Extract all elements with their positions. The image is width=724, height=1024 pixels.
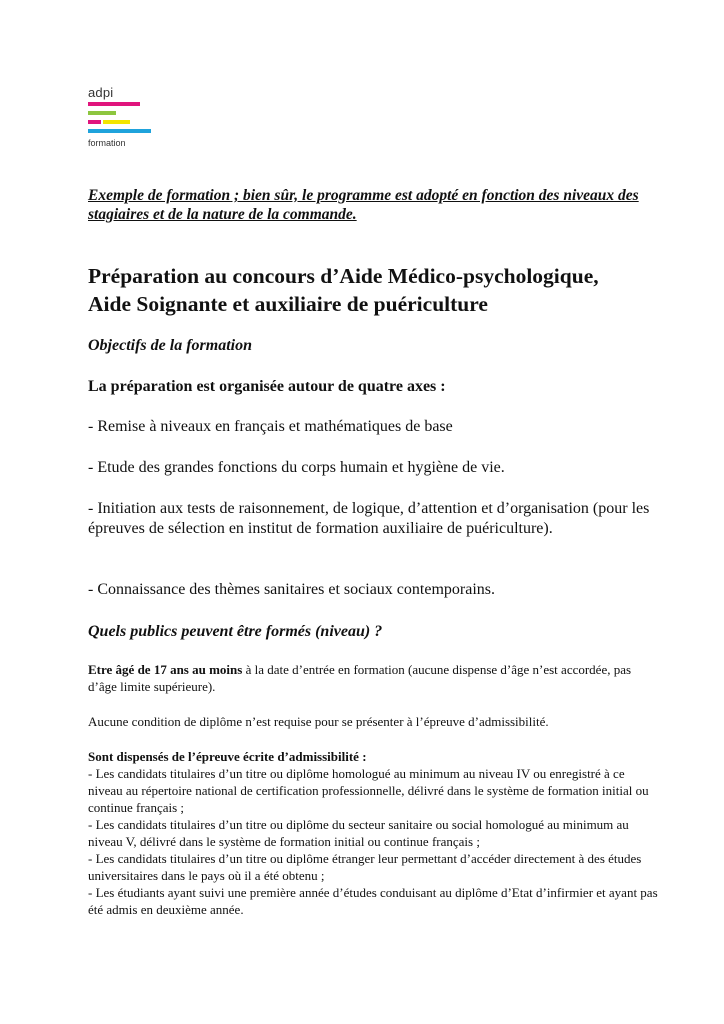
logo-bottom-word: formation [88, 138, 126, 148]
exemption-item: - Les candidats titulaires d’un titre ou diplôme homologué au minimum au niveau IV ou enregistré à ce niveau au répertoire national de certification professionnelle, délivré dans le système de formation initial ou continue français ; [88, 766, 649, 815]
axis-item: - Connaissance des thèmes sanitaires et sociaux contemporains. [88, 581, 495, 598]
exemption-item: - Les étudiants ayant suivi une première année d’études conduisant au diplôme d’Etat d’infirmier et ayant pas été admis en deuxième année. [88, 885, 658, 917]
exemption-item: - Les candidats titulaires d’un titre ou diplôme du secteur sanitaire ou social homologué au minimum au niveau V, délivré dans le système de formation initial ou continue français ; [88, 817, 629, 849]
axis-item: - Initiation aux tests de raisonnement, de logique, d’attention et d’organisation (pour les épreuves de sélection en institut de formation auxiliaire de puériculture). [88, 500, 650, 537]
axis-item: - Etude des grandes fonctions du corps humain et hygiène de vie. [88, 459, 505, 476]
logo-bar-blue [88, 129, 151, 133]
intro-separator: ; [230, 187, 243, 204]
age-requirement-rest: à la date d’entrée en formation (aucune dispense d’âge n’est accordée, pas d’âge limite supérieure). [88, 662, 632, 694]
age-requirement [88, 661, 658, 695]
axis-item: - Remise à niveaux en français et mathématiques de base [88, 418, 453, 435]
logo-bar-yellow [103, 120, 130, 124]
diploma-condition: Aucune condition de diplôme n’est requise pour se présenter à l’épreuve d’admissibilité. [88, 714, 549, 729]
logo-bar-magenta-short [88, 120, 101, 124]
exemption-item: - Les candidats titulaires d’un titre ou diplôme étranger leur permettant d’accéder directement à des études universitaires dans le pays où il a été obtenu ; [88, 851, 642, 883]
logo-top-word: adpi [88, 85, 114, 100]
logo-bar-magenta [88, 102, 140, 106]
adpi-formation-logo [88, 86, 158, 152]
intro-note [88, 186, 648, 224]
exemptions-heading: Sont dispensés de l’épreuve écrite d’admissibilité : [88, 749, 367, 764]
publics-heading: Quels publics peuvent être formés (niveau) ? [88, 623, 383, 640]
intro-part1: Exemple de formation [88, 187, 231, 204]
document-title [88, 262, 648, 318]
axes-heading: La préparation est organisée autour de quatre axes : [88, 378, 446, 395]
objectifs-heading: Objectifs de la formation [88, 337, 252, 354]
title-line-2: Aide Soignante et auxiliaire de puériculture [88, 292, 488, 316]
intro-part2: bien sûr, le programme est adopté en fonction des niveaux des stagiaires et de la nature de la commande. [88, 187, 639, 223]
logo-bar-green [88, 111, 116, 115]
exemptions-section [88, 748, 658, 918]
age-requirement-bold: Etre âgé de 17 ans au moins [88, 662, 243, 677]
title-line-1: Préparation au concours d’Aide Médico-psychologique, [88, 264, 599, 288]
